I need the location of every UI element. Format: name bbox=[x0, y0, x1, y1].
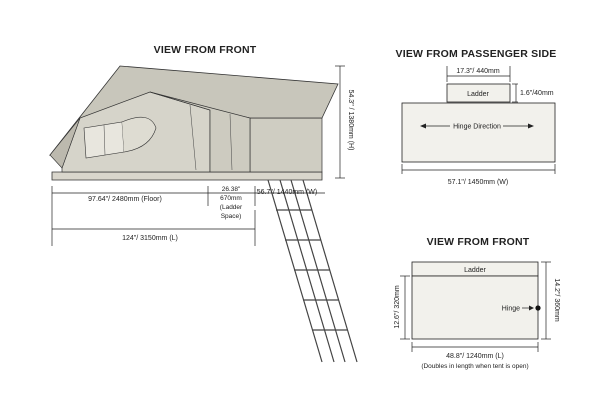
closed-length-note: (Doubles in length when tent is open) bbox=[421, 363, 529, 370]
passenger-top-width-label: 17.3"/ 440mm bbox=[456, 68, 500, 75]
passenger-width-label: 57.1"/ 1450mm (W) bbox=[447, 179, 509, 186]
closed-right-height-dimension bbox=[541, 262, 560, 339]
ladder-space-line-4: Space) bbox=[220, 213, 242, 220]
front-width-label: 56.7"/ 1440mm (W) bbox=[256, 189, 318, 196]
passenger-ladder-height-dimension bbox=[512, 84, 554, 102]
closed-left-height-dimension bbox=[394, 276, 410, 339]
open-tent-illustration bbox=[50, 66, 338, 180]
passenger-ladder-label: Ladder bbox=[467, 91, 489, 98]
front-view-title: VIEW FROM FRONT bbox=[153, 44, 257, 56]
closed-front-view-title: VIEW FROM FRONT bbox=[426, 236, 530, 248]
passenger-tent-box bbox=[402, 103, 555, 162]
ladder-space-label bbox=[220, 186, 243, 220]
height-dimension bbox=[335, 66, 354, 178]
floor-dimension bbox=[52, 186, 325, 246]
passenger-ladder-height-label: 1.6"/40mm bbox=[520, 90, 554, 97]
hinge-dot bbox=[535, 305, 540, 310]
floor-label: 97.64"/ 2480mm (Floor) bbox=[88, 196, 162, 203]
hinge-label: Hinge bbox=[501, 305, 520, 313]
ladder-space-line-2: 670mm bbox=[220, 195, 242, 202]
closed-right-height-label: 14.2"/ 360mm bbox=[553, 278, 560, 322]
passenger-view-title: VIEW FROM PASSENGER SIDE bbox=[395, 48, 557, 60]
closed-length-dimension bbox=[412, 342, 538, 370]
closed-length-label: 48.8"/ 1240mm (L) bbox=[446, 353, 504, 360]
ladder-illustration bbox=[268, 180, 357, 362]
ladder-space-line-3: (Ladder bbox=[219, 204, 243, 211]
front-length-label: 124"/ 3150mm (L) bbox=[122, 235, 178, 242]
front-height-label: 54.3" / 1380mm (H) bbox=[347, 89, 354, 151]
closed-left-height-label: 12.6"/ 320mm bbox=[394, 285, 401, 329]
passenger-top-width-dimension bbox=[447, 66, 510, 82]
closed-ladder-label: Ladder bbox=[464, 267, 486, 274]
ladder-space-line-1: 26.38" bbox=[221, 186, 241, 193]
hinge-direction-label: Hinge Direction bbox=[453, 123, 501, 131]
passenger-width-dimension bbox=[402, 164, 555, 186]
